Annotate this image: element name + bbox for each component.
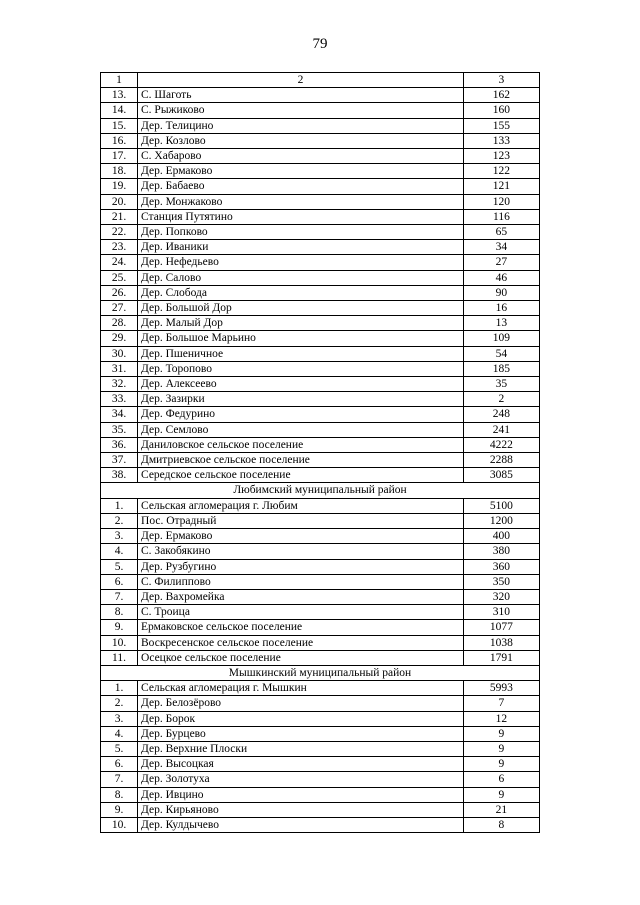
table-row xyxy=(101,392,540,407)
settlement-name: Дер. Бабаево xyxy=(138,179,464,194)
settlement-name: Даниловское сельское поселение xyxy=(138,437,464,452)
settlement-name: Дер. Федурино xyxy=(138,407,464,422)
settlement-name: Дер. Малый Дор xyxy=(138,316,464,331)
population-value: 1077 xyxy=(463,620,539,635)
row-number: 22. xyxy=(101,225,138,240)
row-number: 28. xyxy=(101,316,138,331)
population-value: 9 xyxy=(463,726,539,741)
row-number: 3. xyxy=(101,711,138,726)
settlement-name: Дер. Кирьяново xyxy=(138,802,464,817)
row-number: 38. xyxy=(101,468,138,483)
population-value: 1038 xyxy=(463,635,539,650)
table-row xyxy=(101,437,540,452)
population-value: 160 xyxy=(463,103,539,118)
table-row xyxy=(101,589,540,604)
column-header-name: 2 xyxy=(138,73,464,88)
settlement-name: Дер. Козлово xyxy=(138,133,464,148)
table-row xyxy=(101,133,540,148)
settlement-name: Дер. Семлово xyxy=(138,422,464,437)
settlement-name: Сельская агломерация г. Любим xyxy=(138,498,464,513)
row-number: 9. xyxy=(101,620,138,635)
column-header-value: 3 xyxy=(463,73,539,88)
population-value: 3085 xyxy=(463,468,539,483)
settlement-name: Пос. Отрадный xyxy=(138,513,464,528)
population-value: 310 xyxy=(463,605,539,620)
table-row xyxy=(101,407,540,422)
table-row xyxy=(101,103,540,118)
settlement-name: Дер. Большое Марьино xyxy=(138,331,464,346)
population-value: 241 xyxy=(463,422,539,437)
population-value: 133 xyxy=(463,133,539,148)
table-row xyxy=(101,118,540,133)
table-row xyxy=(101,270,540,285)
population-value: 2 xyxy=(463,392,539,407)
settlement-name: Дер. Монжаково xyxy=(138,194,464,209)
row-number: 5. xyxy=(101,559,138,574)
table-row xyxy=(101,772,540,787)
table-row xyxy=(101,361,540,376)
population-value: 4222 xyxy=(463,437,539,452)
settlement-name: С. Троица xyxy=(138,605,464,620)
table-row xyxy=(101,544,540,559)
population-value: 155 xyxy=(463,118,539,133)
settlement-name: Дер. Торопово xyxy=(138,361,464,376)
settlement-name: Дер. Телицино xyxy=(138,118,464,133)
population-value: 123 xyxy=(463,149,539,164)
row-number: 37. xyxy=(101,453,138,468)
population-value: 380 xyxy=(463,544,539,559)
table-row xyxy=(101,711,540,726)
row-number: 10. xyxy=(101,817,138,832)
population-value: 65 xyxy=(463,225,539,240)
row-number: 1. xyxy=(101,681,138,696)
table-row xyxy=(101,650,540,665)
row-number: 4. xyxy=(101,544,138,559)
settlement-name: Дер. Кулдычево xyxy=(138,817,464,832)
table-row xyxy=(101,574,540,589)
settlement-name: Дер. Рузбугино xyxy=(138,559,464,574)
table-row xyxy=(101,179,540,194)
population-value: 116 xyxy=(463,209,539,224)
settlement-name: Воскресенское сельское поселение xyxy=(138,635,464,650)
population-value: 122 xyxy=(463,164,539,179)
row-number: 31. xyxy=(101,361,138,376)
population-value: 27 xyxy=(463,255,539,270)
table-row xyxy=(101,255,540,270)
table-row xyxy=(101,468,540,483)
row-number: 3. xyxy=(101,529,138,544)
population-value: 21 xyxy=(463,802,539,817)
row-number: 1. xyxy=(101,498,138,513)
population-value: 6 xyxy=(463,772,539,787)
settlement-name: Дер. Попково xyxy=(138,225,464,240)
settlement-name: Дер. Верхние Плоски xyxy=(138,741,464,756)
row-number: 10. xyxy=(101,635,138,650)
row-number: 18. xyxy=(101,164,138,179)
row-number: 7. xyxy=(101,772,138,787)
settlement-name: Дер. Алексеево xyxy=(138,377,464,392)
page-number: 79 xyxy=(312,36,328,52)
settlement-name: С. Шаготь xyxy=(138,88,464,103)
table-row xyxy=(101,225,540,240)
population-value: 7 xyxy=(463,696,539,711)
row-number: 6. xyxy=(101,574,138,589)
row-number: 34. xyxy=(101,407,138,422)
row-number: 6. xyxy=(101,757,138,772)
settlement-name: Дер. Зазирки xyxy=(138,392,464,407)
table-header-row xyxy=(101,73,540,88)
population-value: 8 xyxy=(463,817,539,832)
row-number: 8. xyxy=(101,787,138,802)
row-number: 17. xyxy=(101,149,138,164)
settlements-table xyxy=(100,72,540,833)
row-number: 27. xyxy=(101,301,138,316)
table-row xyxy=(101,346,540,361)
row-number: 24. xyxy=(101,255,138,270)
row-number: 36. xyxy=(101,437,138,452)
section-heading: Мышкинский муниципальный район xyxy=(101,665,540,680)
population-value: 9 xyxy=(463,787,539,802)
table-row xyxy=(101,681,540,696)
settlement-name: Дер. Ивцино xyxy=(138,787,464,802)
settlement-name: Дмитриевское сельское поселение xyxy=(138,453,464,468)
population-value: 5993 xyxy=(463,681,539,696)
settlement-name: Дер. Ермаково xyxy=(138,164,464,179)
table-row xyxy=(101,529,540,544)
settlement-name: Дер. Бурцево xyxy=(138,726,464,741)
settlement-name: С. Рыжиково xyxy=(138,103,464,118)
table-row xyxy=(101,377,540,392)
table-row xyxy=(101,164,540,179)
table-row xyxy=(101,240,540,255)
table-row xyxy=(101,605,540,620)
population-value: 109 xyxy=(463,331,539,346)
population-value: 400 xyxy=(463,529,539,544)
row-number: 8. xyxy=(101,605,138,620)
section-heading-row xyxy=(101,483,540,498)
table-row xyxy=(101,741,540,756)
table-row xyxy=(101,620,540,635)
settlement-name: Станция Путятино xyxy=(138,209,464,224)
settlement-name: Дер. Ермаково xyxy=(138,529,464,544)
population-value: 35 xyxy=(463,377,539,392)
row-number: 23. xyxy=(101,240,138,255)
settlement-name: Дер. Салово xyxy=(138,270,464,285)
population-value: 12 xyxy=(463,711,539,726)
row-number: 14. xyxy=(101,103,138,118)
row-number: 32. xyxy=(101,377,138,392)
population-value: 350 xyxy=(463,574,539,589)
row-number: 33. xyxy=(101,392,138,407)
table-row xyxy=(101,88,540,103)
row-number: 29. xyxy=(101,331,138,346)
population-value: 9 xyxy=(463,741,539,756)
row-number: 5. xyxy=(101,741,138,756)
population-value: 162 xyxy=(463,88,539,103)
population-value: 360 xyxy=(463,559,539,574)
row-number: 20. xyxy=(101,194,138,209)
table-row xyxy=(101,209,540,224)
settlement-name: Середское сельское поселение xyxy=(138,468,464,483)
settlement-name: С. Закобякино xyxy=(138,544,464,559)
row-number: 21. xyxy=(101,209,138,224)
table-row xyxy=(101,696,540,711)
row-number: 35. xyxy=(101,422,138,437)
settlement-name: Дер. Золотуха xyxy=(138,772,464,787)
row-number: 25. xyxy=(101,270,138,285)
settlement-name: Осецкое сельское поселение xyxy=(138,650,464,665)
population-value: 54 xyxy=(463,346,539,361)
table-row xyxy=(101,787,540,802)
row-number: 4. xyxy=(101,726,138,741)
population-value: 248 xyxy=(463,407,539,422)
table-row xyxy=(101,757,540,772)
table-row xyxy=(101,513,540,528)
settlement-name: Дер. Белозёрово xyxy=(138,696,464,711)
table-row xyxy=(101,149,540,164)
settlement-name: Ермаковское сельское поселение xyxy=(138,620,464,635)
row-number: 19. xyxy=(101,179,138,194)
population-value: 46 xyxy=(463,270,539,285)
table-row xyxy=(101,817,540,832)
population-value: 121 xyxy=(463,179,539,194)
row-number: 11. xyxy=(101,650,138,665)
row-number: 16. xyxy=(101,133,138,148)
population-value: 2288 xyxy=(463,453,539,468)
settlement-name: Дер. Слобода xyxy=(138,285,464,300)
row-number: 7. xyxy=(101,589,138,604)
table-row xyxy=(101,285,540,300)
row-number: 30. xyxy=(101,346,138,361)
table-row xyxy=(101,453,540,468)
column-header-number: 1 xyxy=(101,73,138,88)
population-value: 9 xyxy=(463,757,539,772)
table-row xyxy=(101,498,540,513)
population-value: 90 xyxy=(463,285,539,300)
table-row xyxy=(101,802,540,817)
population-value: 13 xyxy=(463,316,539,331)
table-row xyxy=(101,422,540,437)
population-value: 16 xyxy=(463,301,539,316)
settlement-name: Сельская агломерация г. Мышкин xyxy=(138,681,464,696)
settlement-name: Дер. Высоцкая xyxy=(138,757,464,772)
row-number: 2. xyxy=(101,513,138,528)
settlement-name: Дер. Вахромейка xyxy=(138,589,464,604)
population-value: 5100 xyxy=(463,498,539,513)
section-heading-row xyxy=(101,665,540,680)
settlement-name: Дер. Борок xyxy=(138,711,464,726)
settlement-name: С. Филиппово xyxy=(138,574,464,589)
row-number: 15. xyxy=(101,118,138,133)
row-number: 13. xyxy=(101,88,138,103)
settlement-name: Дер. Иваники xyxy=(138,240,464,255)
population-value: 120 xyxy=(463,194,539,209)
row-number: 2. xyxy=(101,696,138,711)
population-value: 1200 xyxy=(463,513,539,528)
table-row xyxy=(101,194,540,209)
settlement-name: Дер. Пшеничное xyxy=(138,346,464,361)
settlement-name: С. Хабарово xyxy=(138,149,464,164)
row-number: 26. xyxy=(101,285,138,300)
table-row xyxy=(101,635,540,650)
settlement-name: Дер. Большой Дор xyxy=(138,301,464,316)
population-value: 34 xyxy=(463,240,539,255)
population-value: 1791 xyxy=(463,650,539,665)
table-row xyxy=(101,559,540,574)
table-row xyxy=(101,316,540,331)
row-number: 9. xyxy=(101,802,138,817)
settlement-name: Дер. Нефедьево xyxy=(138,255,464,270)
table-row xyxy=(101,331,540,346)
table-row xyxy=(101,301,540,316)
table-row xyxy=(101,726,540,741)
section-heading: Любимский муниципальный район xyxy=(101,483,540,498)
population-value: 185 xyxy=(463,361,539,376)
population-value: 320 xyxy=(463,589,539,604)
